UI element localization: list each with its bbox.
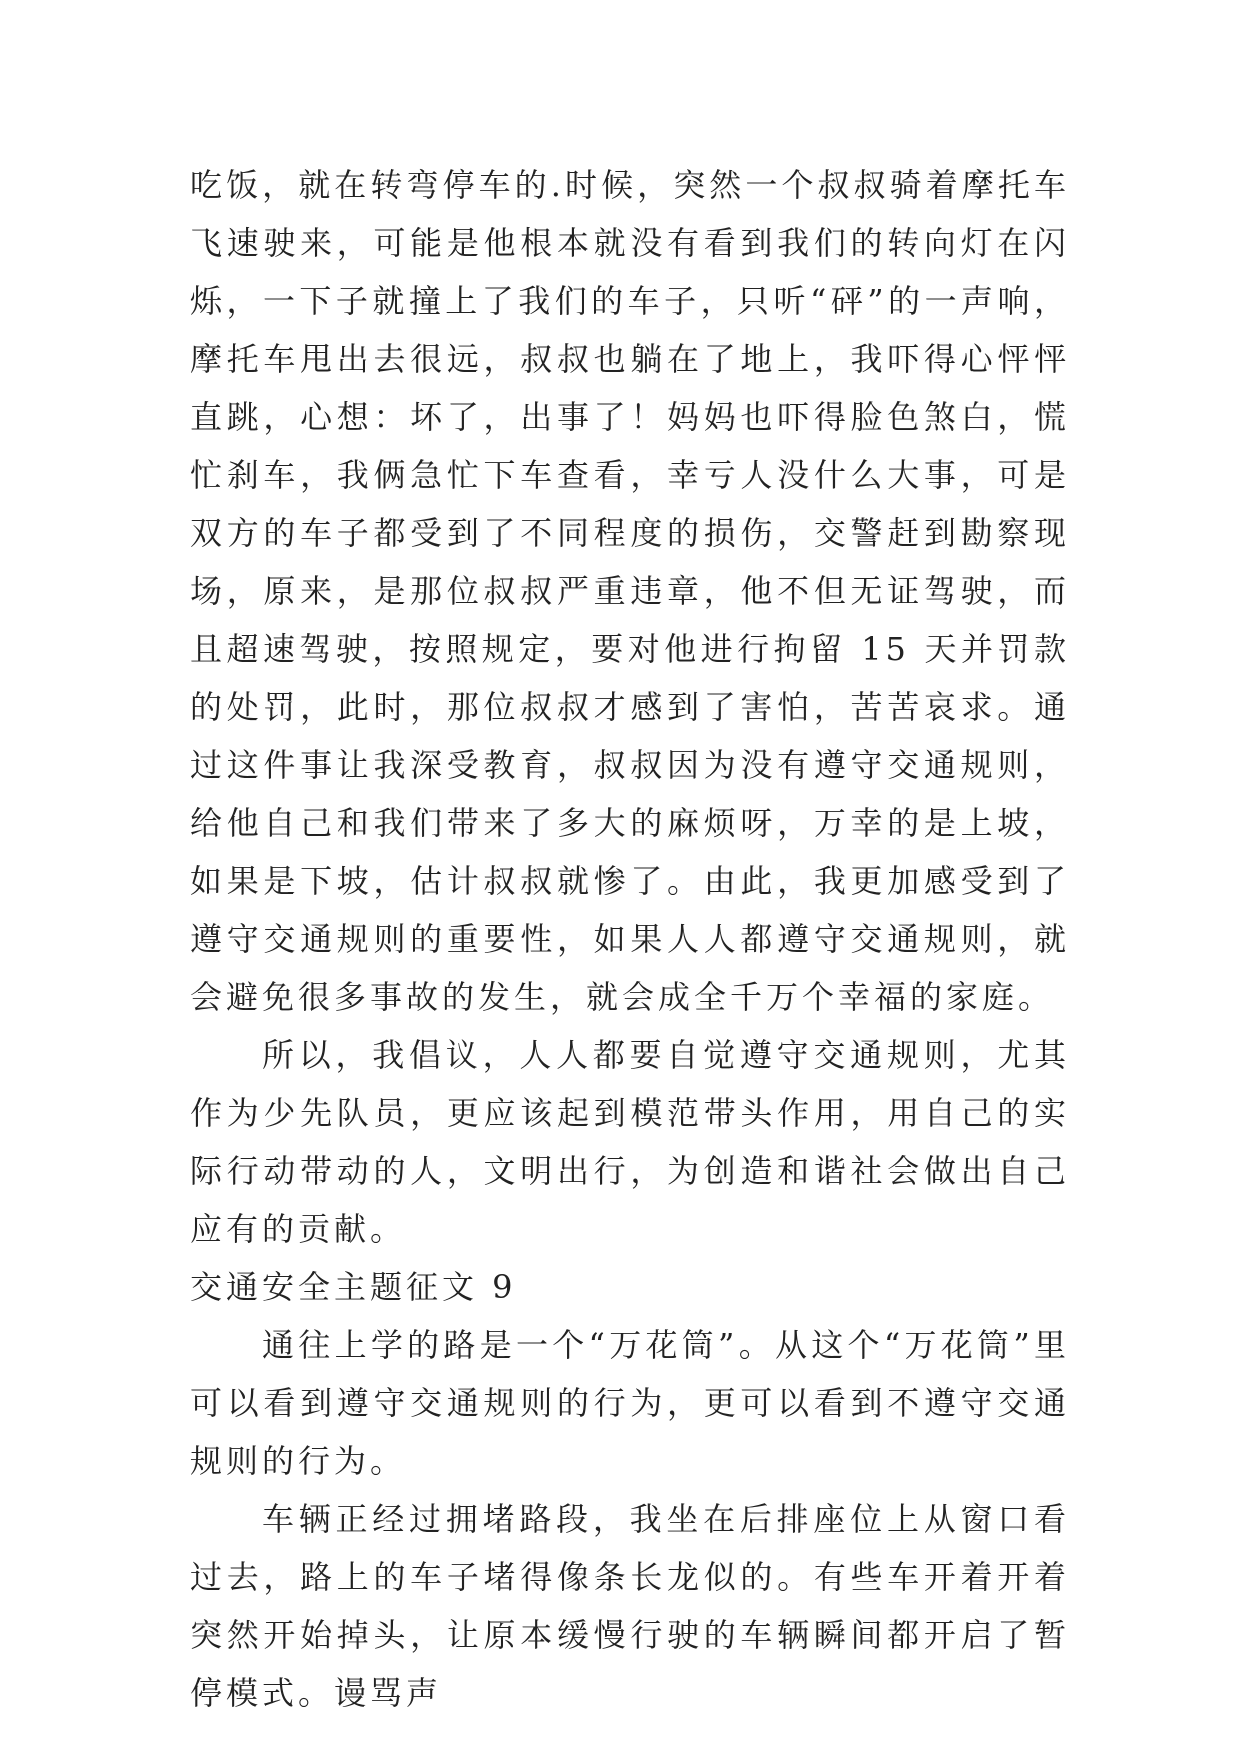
paragraph-traffic-jam: 车辆正经过拥堵路段，我坐在后排座位上从窗口看过去，路上的车子堵得像条长龙似的。有些车开着开着突然开始掉头，让原本缓慢行驶的车辆瞬间都开启了暂停模式。谩骂声 (190, 1500, 1070, 1712)
paragraph-accident-story: 吃饭，就在转弯停车的.时候，突然一个叔叔骑着摩托车飞速驶来，可能是他根本就没有看到我们的转向灯在闪烁，一下子就撞上了我们的车子，只听“砰”的一声响，摩托车甩出去很远，叔叔也躺在了地上，我吓得心怦怦直跳，心想：坏了，出事了！妈妈也吓得脸色煞白，慌忙刹车，我俩急忙下车查看，幸亏人没什么大事，可是双方的车子都受到了不同程度的损伤，交警赶到勘察现场，原来，是那位叔叔严重违章，他不但无证驾驶，而且超速驾驶，按照规定，要对他进行拘留 15 天并罚款的处罚，此时，那位叔叔才感到了害怕，苦苦哀求。通过这件事让我深受教育，叔叔因为没有遵守交通规则，给他自己和我们带来了多大的麻烦呀，万幸的是上坡，如果是下坡，估计叔叔就惨了。由此，我更加感受到了遵守交通规则的重要性，如果人人都遵守交通规则，就会避免很多事故的发生，就会成全千万个幸福的家庭。 (190, 166, 1070, 1016)
paragraph-kaleidoscope: 通往上学的路是一个“万花筒”。从这个“万花筒”里可以看到遵守交通规则的行为，更可以看到不遵守交通规则的行为。 (190, 1326, 1070, 1480)
document-body (190, 156, 1070, 1722)
section-heading: 交通安全主题征文 9 (190, 1268, 517, 1306)
paragraph-proposal: 所以，我倡议，人人都要自觉遵守交通规则，尤其作为少先队员，更应该起到模范带头作用，用自己的实际行动带动的人，文明出行，为创造和谐社会做出自己应有的贡献。 (190, 1036, 1070, 1248)
